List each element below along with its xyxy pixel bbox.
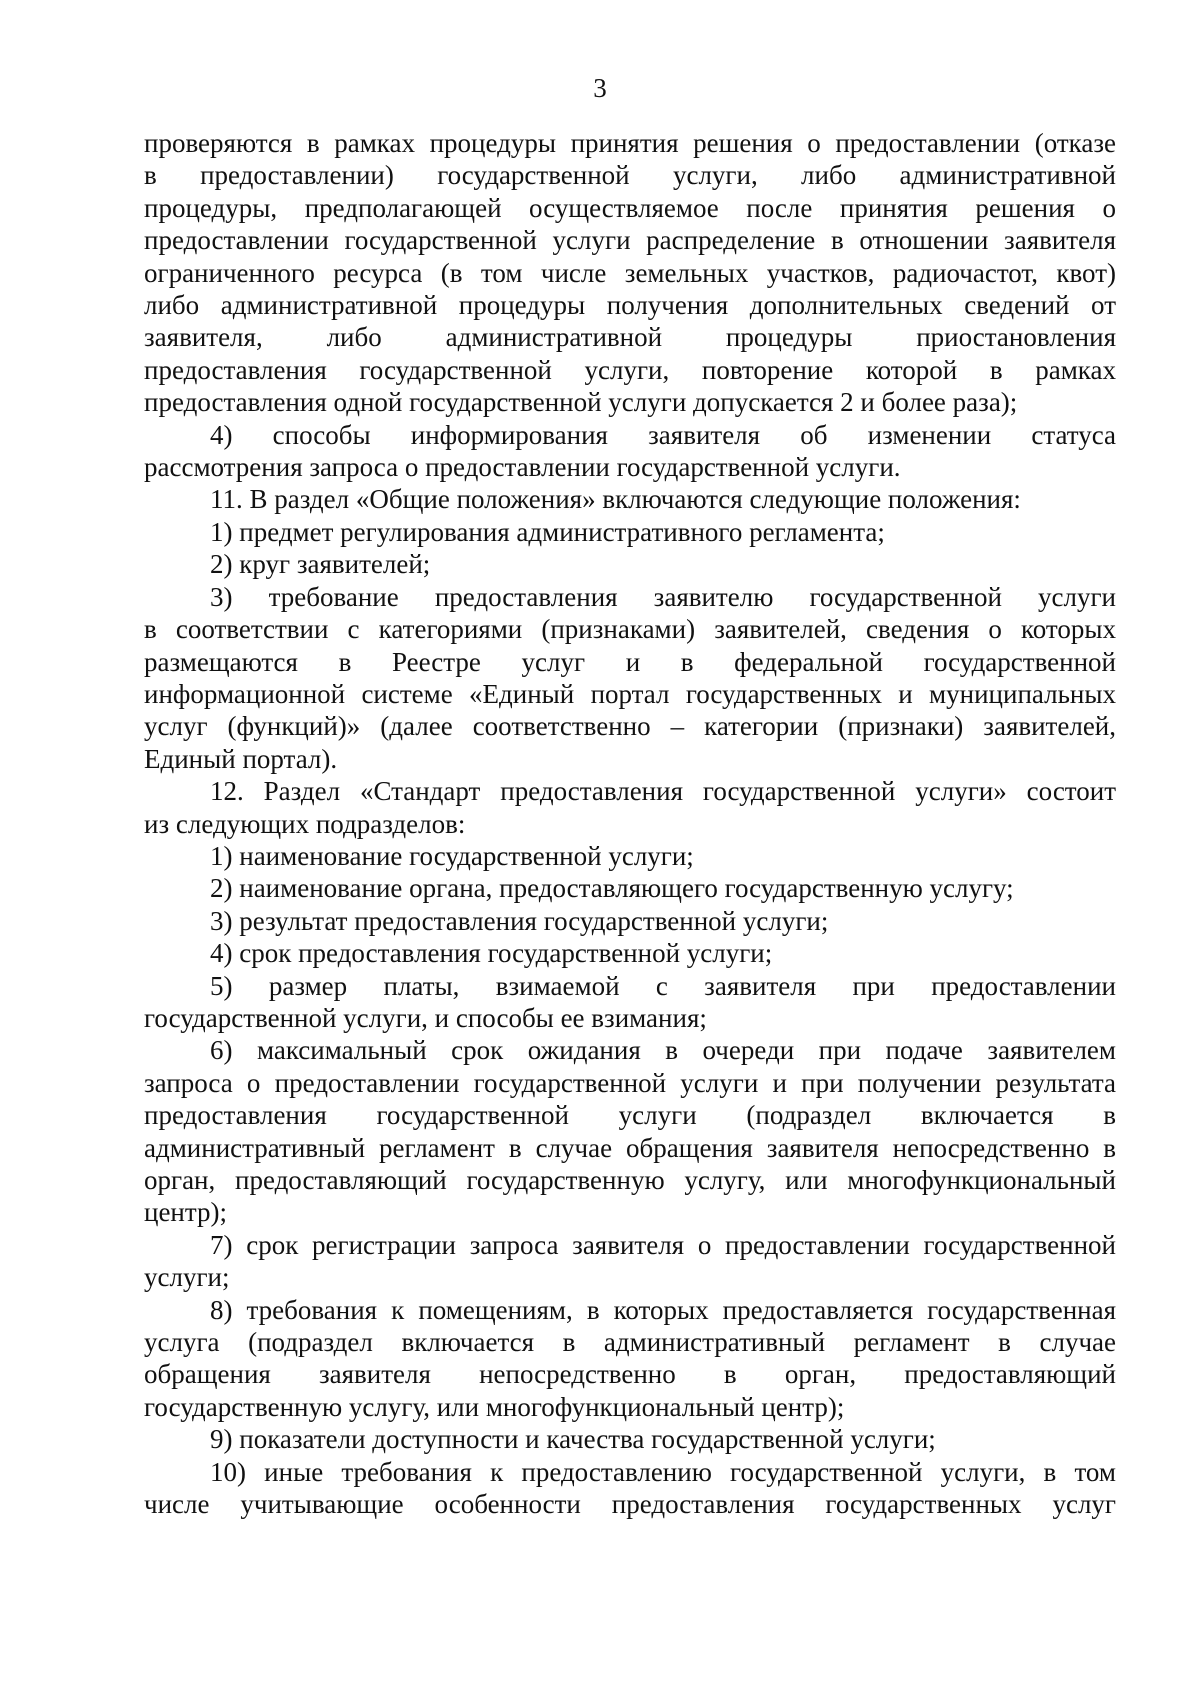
text-line: процедуры, предполагающей осуществляемое после принятия решения о [144,192,1116,223]
text-line: 12. Раздел «Стандарт предоставления государственной услуги» состоит [210,776,1116,807]
text-line: услуга (подраздел включается в административный регламент в случае [144,1327,1116,1358]
text-line: 8) требования к помещениям, в которых предоставляется государственная [210,1294,1116,1325]
text-line: 3) результат предоставления государственной услуги; [210,905,829,936]
text-line: проверяются в рамках процедуры принятия решения о предоставлении (отказе [144,128,1116,158]
text-line: 2) наименование органа, предоставляющего государственную услугу; [210,873,1014,904]
text-line: предоставлении государственной услуги распределение в отношении заявителя [144,225,1116,256]
text-line: числе учитывающие особенности предоставления государственных услуг [144,1489,1116,1520]
text-line: предоставления государственной услуги (подраздел включается в [144,1100,1116,1131]
text-line: размещаются в Реестре услуг и в федеральной государственной [144,646,1116,677]
text-line: Единый портал). [144,743,338,774]
text-line: 5) размер платы, взимаемой с заявителя при предоставлении [210,970,1116,1001]
text-line: 2) круг заявителей; [210,549,431,580]
text-line: 9) показатели доступности и качества государственной услуги; [210,1424,936,1455]
text-line: услуги; [144,1262,230,1293]
text-line: государственную услугу, или многофункциональный центр); [144,1391,845,1422]
text-line: 4) способы информирования заявителя об изменении статуса [210,419,1116,450]
text-line: предоставления государственной услуги, повторение которой в рамках [144,354,1116,385]
text-line: 6) максимальный срок ожидания в очереди при подаче заявителем [210,1035,1116,1066]
text-line: центр); [144,1197,228,1228]
text-line: орган, предоставляющий государственную услугу, или многофункциональный [144,1165,1116,1195]
text-line: ограниченного ресурса (в том числе земельных участков, радиочастот, квот) [144,257,1116,288]
text-line: предоставления одной государственной услуги допускается 2 и более раза); [144,387,1018,418]
text-line: 4) срок предоставления государственной услуги; [210,938,773,969]
text-line: 1) предмет регулирования административного регламента; [210,516,885,547]
text-line: заявителя, либо административной процедуры приостановления [144,322,1116,353]
text-line: в соответствии с категориями (признаками) заявителей, сведения о которых [144,614,1116,645]
document-body [144,127,1116,1520]
text-line: услуг (функций)» (далее соответственно – категории (признаки) заявителей, [144,711,1116,742]
text-line: в предоставлении) государственной услуги, либо административной [144,160,1116,191]
text-line: обращения заявителя непосредственно в орган, предоставляющий [144,1359,1116,1390]
text-line: 11. В раздел «Общие положения» включаются следующие положения: [210,484,1021,515]
text-line: из следующих подразделов: [144,808,466,839]
text-line: 7) срок регистрации запроса заявителя о предоставлении государственной [210,1229,1116,1260]
text-line: 10) иные требования к предоставлению государственной услуги, в том [210,1456,1116,1487]
text-line: административный регламент в случае обращения заявителя непосредственно в [144,1132,1116,1163]
text-line: рассмотрения запроса о предоставлении государственной услуги. [144,452,901,483]
text-line: 3) требование предоставления заявителю государственной услуги [210,581,1116,612]
text-line: либо административной процедуры получения дополнительных сведений от [144,290,1116,321]
text-line: 1) наименование государственной услуги; [210,840,694,871]
text-line: запроса о предоставлении государственной услуги и при получении результата [144,1067,1116,1098]
page-number: 3 [593,73,607,103]
text-line: государственной услуги, и способы ее взимания; [144,1002,707,1033]
text-line: информационной системе «Единый портал государственных и муниципальных [144,678,1116,709]
